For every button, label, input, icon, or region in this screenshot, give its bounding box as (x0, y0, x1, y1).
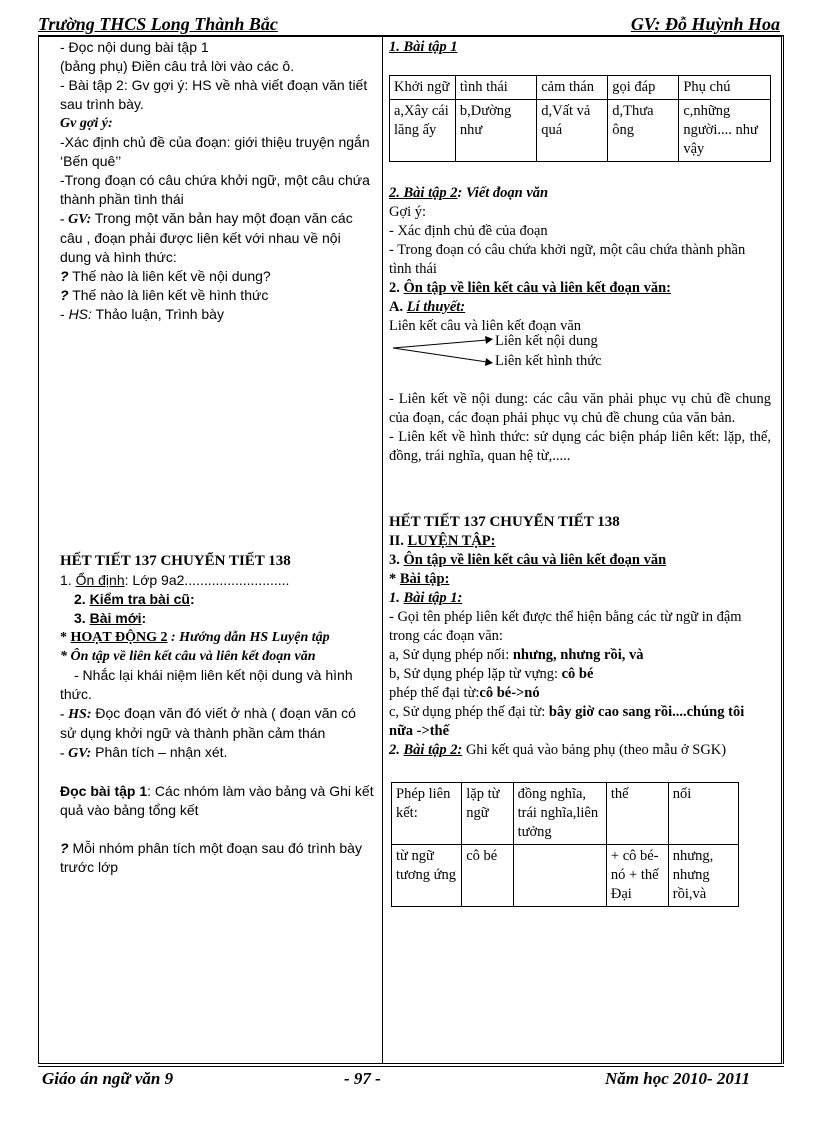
lk-main: Liên kết câu và liên kết đoạn văn (389, 318, 582, 334)
right-line: Gợi ý: (389, 204, 427, 220)
table-cell: tình thái (455, 76, 536, 100)
left-line: Đọc bài tập 1: Các nhóm làm vào bảng và Ghi kết quả vào bảng tổng kết (60, 783, 374, 818)
section-3-title: 3. Ôn tập về liên kết câu và liên kết đoạn văn (389, 552, 667, 568)
bai-tap-title: * Bài tập: (389, 571, 450, 587)
kiem-tra-line: 2. Kiểm tra bài cũ: (74, 591, 195, 607)
right-line: - Liên kết về hình thức: sử dụng các biện pháp liên kết: lặp, thế, đồng, trái nghĩa, quan hệ từ,..... (389, 429, 771, 464)
branch-arrows-icon (389, 336, 509, 376)
table-cell: Phụ chú (679, 76, 771, 100)
page-header (38, 14, 780, 34)
table-cell: từ ngữ tương ứng (392, 845, 462, 907)
right-line: - Liên kết về nội dung: các câu văn phải phục vụ chủ đề chung của đoạn, các đoạn phải phục vụ chủ đề chung của văn bản. (389, 391, 771, 426)
het-tiet-right: HẾT TIẾT 137 CHUYỂN TIẾT 138 (389, 514, 620, 530)
table-cell: + cô bé-nó + thế Đại (606, 845, 668, 907)
on-tap-title: 2. Ôn tập về liên kết câu và liên kết đoạn văn: (389, 280, 671, 296)
ly-thuyet-title: A. Lí thuyết: (389, 299, 466, 315)
right-line: b, Sử dụng phép lặp từ vựng: cô bé (389, 666, 594, 682)
table-cell (513, 845, 606, 907)
right-line: - Xác định chủ đề của đoạn (389, 223, 548, 239)
lk-hinh-thuc: Liên kết hình thức (495, 353, 602, 369)
right-line: c, Sử dụng phép thế đại từ: bây giờ cao sang rồi....chúng tôi nữa ->thế (389, 704, 745, 739)
teacher-name: GV: Đỗ Huỳnh Hoa (630, 14, 780, 34)
gv-hint-heading: Gv gợi ý: (60, 116, 113, 131)
het-tiet-left: HẾT TIẾT 137 CHUYỂN TIẾT 138 (60, 553, 291, 569)
table-cell: a,Xây cái lăng ấy (390, 100, 456, 162)
table-cell: Phép liên kết: (392, 783, 462, 845)
luyen-tap-title: II. LUYỆN TẬP: (389, 533, 496, 549)
footer-left: Giáo án ngữ văn 9 (42, 1069, 174, 1088)
bt1-title: 1. Bài tập 1 (389, 39, 458, 55)
table-cell: c,những người.... như vậy (679, 100, 771, 162)
question-line: ? Thế nào là liên kết về nội dung? (60, 268, 271, 284)
table-cell: nối (668, 783, 738, 845)
left-line: -Trong đoạn có câu chứa khởi ngữ, một câu chứa thành phần tình thái (60, 172, 370, 207)
table-cell: cô bé (462, 845, 513, 907)
table-cell: thế (606, 783, 668, 845)
right-line: - Trong đoạn có câu chứa khởi ngữ, một câu chứa thành phần tình thái (389, 242, 746, 277)
left-line: -Xác định chủ đề của đoạn: giới thiệu truyện ngắn ‘Bến quê’’ (60, 134, 370, 169)
right-line: a, Sử dụng phép nối: nhưng, nhưng rồi, và (389, 647, 644, 663)
table-cell: cảm thán (537, 76, 608, 100)
left-line: - HS: Đọc đoạn văn đó viết ở nhà ( đoạn văn có sử dụng khởi ngữ và thành phần cảm thán (60, 705, 356, 741)
left-line: - Bài tập 2: Gv gợi ý: HS về nhà viết đoạn văn tiết sau trình bày. (60, 77, 368, 112)
left-column (60, 38, 374, 877)
table-cell: nhưng, nhưng rồi,và (668, 845, 738, 907)
question-line: ? Mỗi nhóm phân tích một đoạn sau đó trình bày trước lớp (60, 840, 362, 875)
table-cell: d,Thưa ông (608, 100, 679, 162)
left-line: (bảng phụ) Điền câu trả lời vào các ô. (60, 58, 295, 74)
hoat-dong-line: * HOẠT ĐỘNG 2 : Hướng dẫn HS Luyện tập (60, 630, 330, 645)
left-line: - GV: Phân tích – nhận xét. (60, 744, 228, 761)
right-column (389, 38, 771, 907)
left-line: - GV: Trong một văn bản hay một đoạn văn các câu , đoạn phải được liên kết với nhau về nội dung và hình thức: (60, 210, 353, 265)
right-line: - Gọi tên phép liên kết được thể hiện bằng các từ ngữ in đậm trong các đoạn văn: (389, 609, 742, 644)
footer-rule (38, 1066, 784, 1067)
right-line: 2. Bài tập 2: Ghi kết quả vào bảng phụ (theo mẫu ở SGK) (389, 742, 727, 758)
table-cell: đồng nghĩa, trái nghĩa,liên tưởng (513, 783, 606, 845)
footer-right: Năm học 2010- 2011 (605, 1069, 750, 1088)
question-line: ? Thế nào là liên kết về hình thức (60, 287, 269, 303)
left-line: - Đọc nội dung bài tập 1 (60, 39, 209, 55)
column-divider (382, 36, 383, 1064)
on-tap-heading: * Ôn tập về liên kết câu và liên kết đoạn văn (60, 649, 316, 664)
left-line: - HS: Thảo luận, Trình bày (60, 306, 224, 322)
lk-diagram (389, 333, 771, 376)
lk-noi-dung: Liên kết nội dung (495, 333, 598, 349)
table-cell: Khởi ngữ (390, 76, 456, 100)
page-footer (38, 1069, 780, 1091)
table-cell: lặp từ ngữ (462, 783, 513, 845)
on-dinh-line: 1. Ổn định: Lớp 9a2........................... (60, 572, 290, 588)
bt2-title: 2. Bài tập 2: Viết đoạn văn (389, 185, 549, 201)
bt1b-title: 1. Bài tập 1: (389, 590, 463, 606)
page-number: - 97 - (344, 1069, 381, 1088)
table-2 (391, 782, 739, 907)
school-name: Trường THCS Long Thành Bắc (38, 14, 278, 34)
bai-moi-line: 3. Bài mới: (74, 610, 147, 626)
table-cell: b,Dường như (455, 100, 536, 162)
table-1 (389, 75, 771, 162)
right-line: phép thế đại từ:cô bé->nó (389, 685, 540, 701)
table-cell: d,Vất vả quá (537, 100, 608, 162)
table-cell: gọi đáp (608, 76, 679, 100)
left-line: - Nhắc lại khái niệm liên kết nội dung và hình thức. (60, 667, 353, 702)
